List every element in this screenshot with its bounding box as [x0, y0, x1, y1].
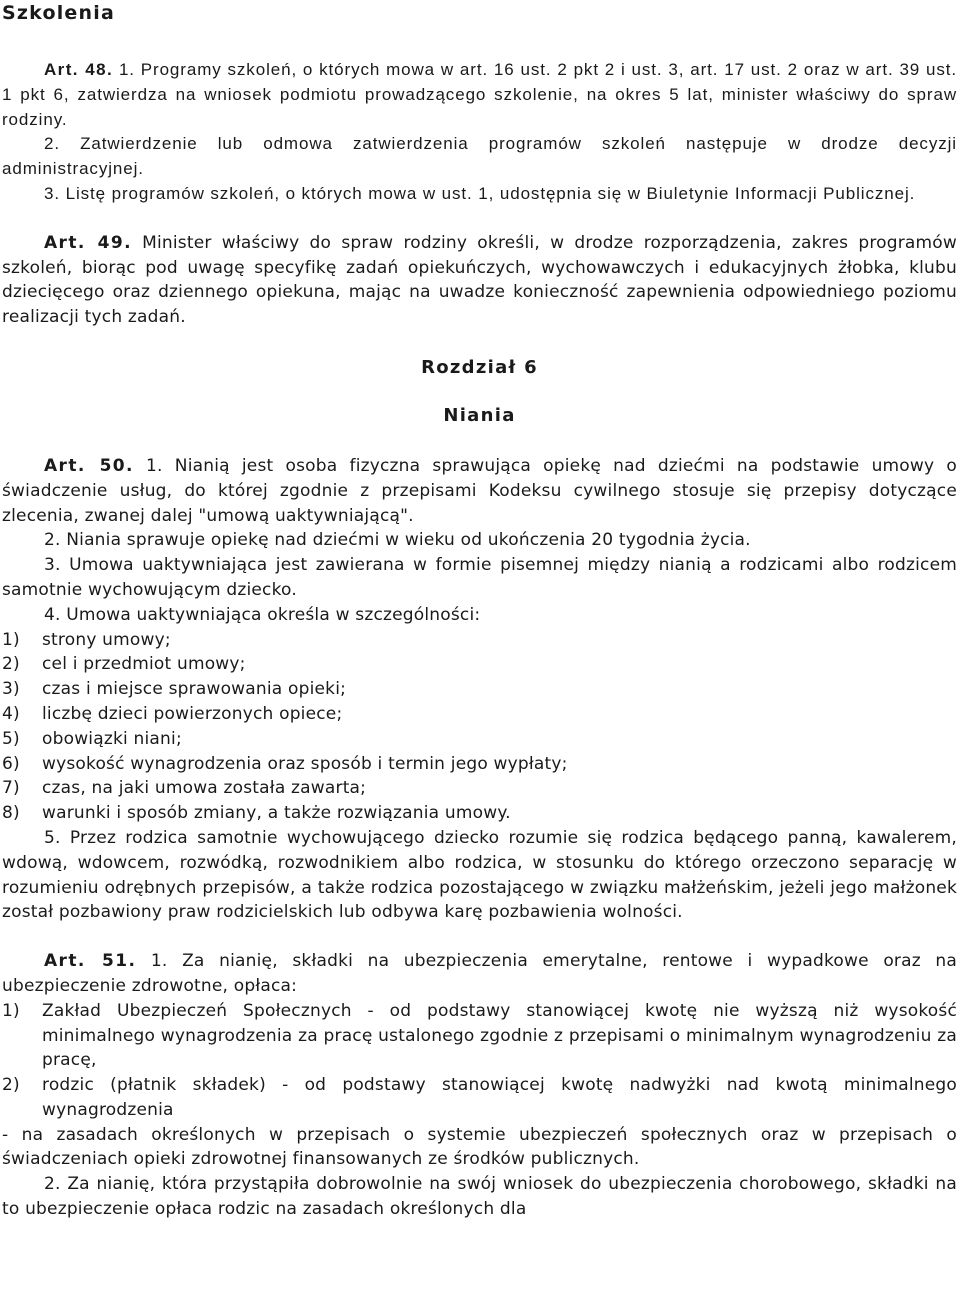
- list-item-text: liczbę dzieci powierzonych opiece;: [42, 703, 343, 724]
- list-item: [2, 652, 957, 677]
- chapter-number: Rozdział 6: [421, 356, 538, 378]
- art-50-heading: Art. 50.: [44, 455, 134, 476]
- spacer: [2, 330, 957, 344]
- list-item-text: Zakład Ubezpieczeń Społecznych - od podstawy stanowiącej kwotę nie wyższą niż wysokość minimalnego wynagrodzenia za pracę ustalonego zgodnie z przepisami o minimalnym wynagrodzeniu za pracę,: [42, 1000, 957, 1071]
- art-48-para-3: [2, 182, 957, 207]
- list-item-number: 1): [2, 629, 20, 650]
- art-50-text-5: 5. Przez rodzica samotnie wychowującego dziecko rozumie się rodzica będącego panną, kawalerem, wdową, wdowcem, rozwódką, rozwodnikiem albo rodzica, w stosunku do którego orzeczono separację w rozumieniu odrębnych przepisów, a także rodzica pozostającego w związku małżeńskim, jeżeli jego małżonek został pozbawiony praw rodzicielskich lub odbywa karę pozbawienia wolności.: [2, 827, 957, 923]
- art-48-para-2: [2, 132, 957, 182]
- art-48-text-1: 1. Programy szkoleń, o których mowa w art. 16 ust. 2 pkt 2 i ust. 3, art. 17 ust. 2 oraz w art. 39 ust. 1 pkt 6, zatwierdza na wniosek podmiotu prowadzącego szkolenie, na okres 5 lat, minister właściwy do spraw rodziny.: [2, 60, 958, 129]
- art-49-heading: Art. 49.: [44, 232, 132, 253]
- art-50-text-4: 4. Umowa uaktywniająca określa w szczególności:: [44, 604, 481, 625]
- list-item: [2, 801, 957, 826]
- list-item: [2, 776, 957, 801]
- art-50-text-3: 3. Umowa uaktywniająca jest zawierana w formie pisemnej między nianią a rodzicami albo rodzicem samotnie wychowującym dziecko.: [2, 555, 957, 600]
- list-item-text: czas i miejsce sprawowania opieki;: [42, 679, 347, 700]
- spacer: [2, 440, 957, 454]
- section-title: Szkolenia: [2, 2, 115, 24]
- spacer: [2, 26, 957, 58]
- art-50-para-5: [2, 826, 957, 925]
- list-item-text: rodzic (płatnik składek) - od podstawy stanowiącej kwotę nadwyżki nad kwotą minimalnego wynagrodzenia: [42, 1075, 957, 1120]
- list-item-number: 8): [2, 803, 20, 824]
- list-item-number: 6): [2, 753, 20, 774]
- art-51-heading: Art. 51.: [44, 951, 137, 972]
- art-50-para-4: [2, 603, 957, 628]
- document-body: [2, 0, 957, 1222]
- art-49-para: [2, 231, 957, 330]
- spacer: [2, 207, 957, 231]
- art-51-text-1: 1. Za nianię, składki na ubezpieczenia emerytalne, rentowe i wypadkowe oraz na ubezpieczenie zdrowotne, opłaca:: [2, 951, 958, 996]
- list-item-number: 7): [2, 778, 20, 799]
- list-item: [2, 628, 957, 653]
- list-item-text: wysokość wynagrodzenia oraz sposób i termin jego wypłaty;: [42, 753, 568, 774]
- list-item: [2, 727, 957, 752]
- list-item: [2, 752, 957, 777]
- list-item-text: strony umowy;: [42, 629, 171, 650]
- art-48-text-3: 3. Listę programów szkoleń, o których mowa w ust. 1, udostępnia się w Biuletynie Informacji Publicznej.: [44, 183, 916, 203]
- art-50-para-3: [2, 553, 957, 603]
- list-item-number: 3): [2, 679, 20, 700]
- art-51-tail: - na zasadach określonych w przepisach o systemie ubezpieczeń społecznych oraz w przepisach o świadczeniach opieki zdrowotnej finansowanych ze środków publicznych.: [2, 1124, 957, 1170]
- chapter-name: Niania: [443, 404, 516, 426]
- list-item-number: 2): [2, 1075, 20, 1096]
- spacer: [2, 925, 957, 949]
- art-51-para-2: [2, 1172, 957, 1222]
- list-item: [2, 1073, 957, 1123]
- list-item: [2, 677, 957, 702]
- art-51-para-1: [2, 949, 957, 999]
- list-item-number: 1): [2, 1000, 20, 1021]
- list-item: [2, 999, 957, 1073]
- list-item-text: cel i przedmiot umowy;: [42, 654, 246, 675]
- art-49-text: Minister właściwy do spraw rodziny określi, w drodze rozporządzenia, zakres programów szkoleń, biorąc pod uwagę specyfikę zadań opiekuńczych, wychowawczych i edukacyjnych żłobka, klubu dziecięcego oraz dziennego opiekuna, mając na uwadze konieczność zapewnienia odpowiedniego poziomu realizacji tych zadań.: [2, 232, 958, 328]
- list-item-number: 5): [2, 728, 20, 749]
- art-48-heading: Art. 48.: [44, 60, 114, 79]
- art-50-para-1: [2, 454, 957, 528]
- list-item-text: warunki i sposób zmiany, a także rozwiązania umowy.: [42, 803, 511, 824]
- art-48-text-2: 2. Zatwierdzenie lub odmowa zatwierdzenia programów szkoleń następuje w drodze decyzji administracyjnej.: [2, 134, 957, 179]
- list-item-number: 4): [2, 703, 20, 724]
- art-50-text-1: 1. Nianią jest osoba fizyczna sprawująca opiekę nad dziećmi na podstawie umowy o świadczenie usług, do której zgodnie z przepisami Kodeksu cywilnego stosuje się przepisy dotyczące zlecenia, zwanej dalej "umową uaktywniającą".: [2, 455, 958, 526]
- art-48-para-1: [2, 58, 957, 132]
- list-item-text: czas, na jaki umowa została zawarta;: [42, 778, 367, 799]
- list-item: [2, 702, 957, 727]
- art-51-text-2: 2. Za nianię, która przystąpiła dobrowolnie na swój wniosek do ubezpieczenia chorobowego, składki na to ubezpieczenie opłaca rodzic na zasadach określonych dla: [2, 1174, 957, 1220]
- art-50-para-2: [2, 528, 957, 553]
- list-item-number: 2): [2, 654, 20, 675]
- art-50-text-2: 2. Niania sprawuje opiekę nad dziećmi w wieku od ukończenia 20 tygodnia życia.: [44, 530, 751, 551]
- list-item-text: obowiązki niani;: [42, 728, 182, 749]
